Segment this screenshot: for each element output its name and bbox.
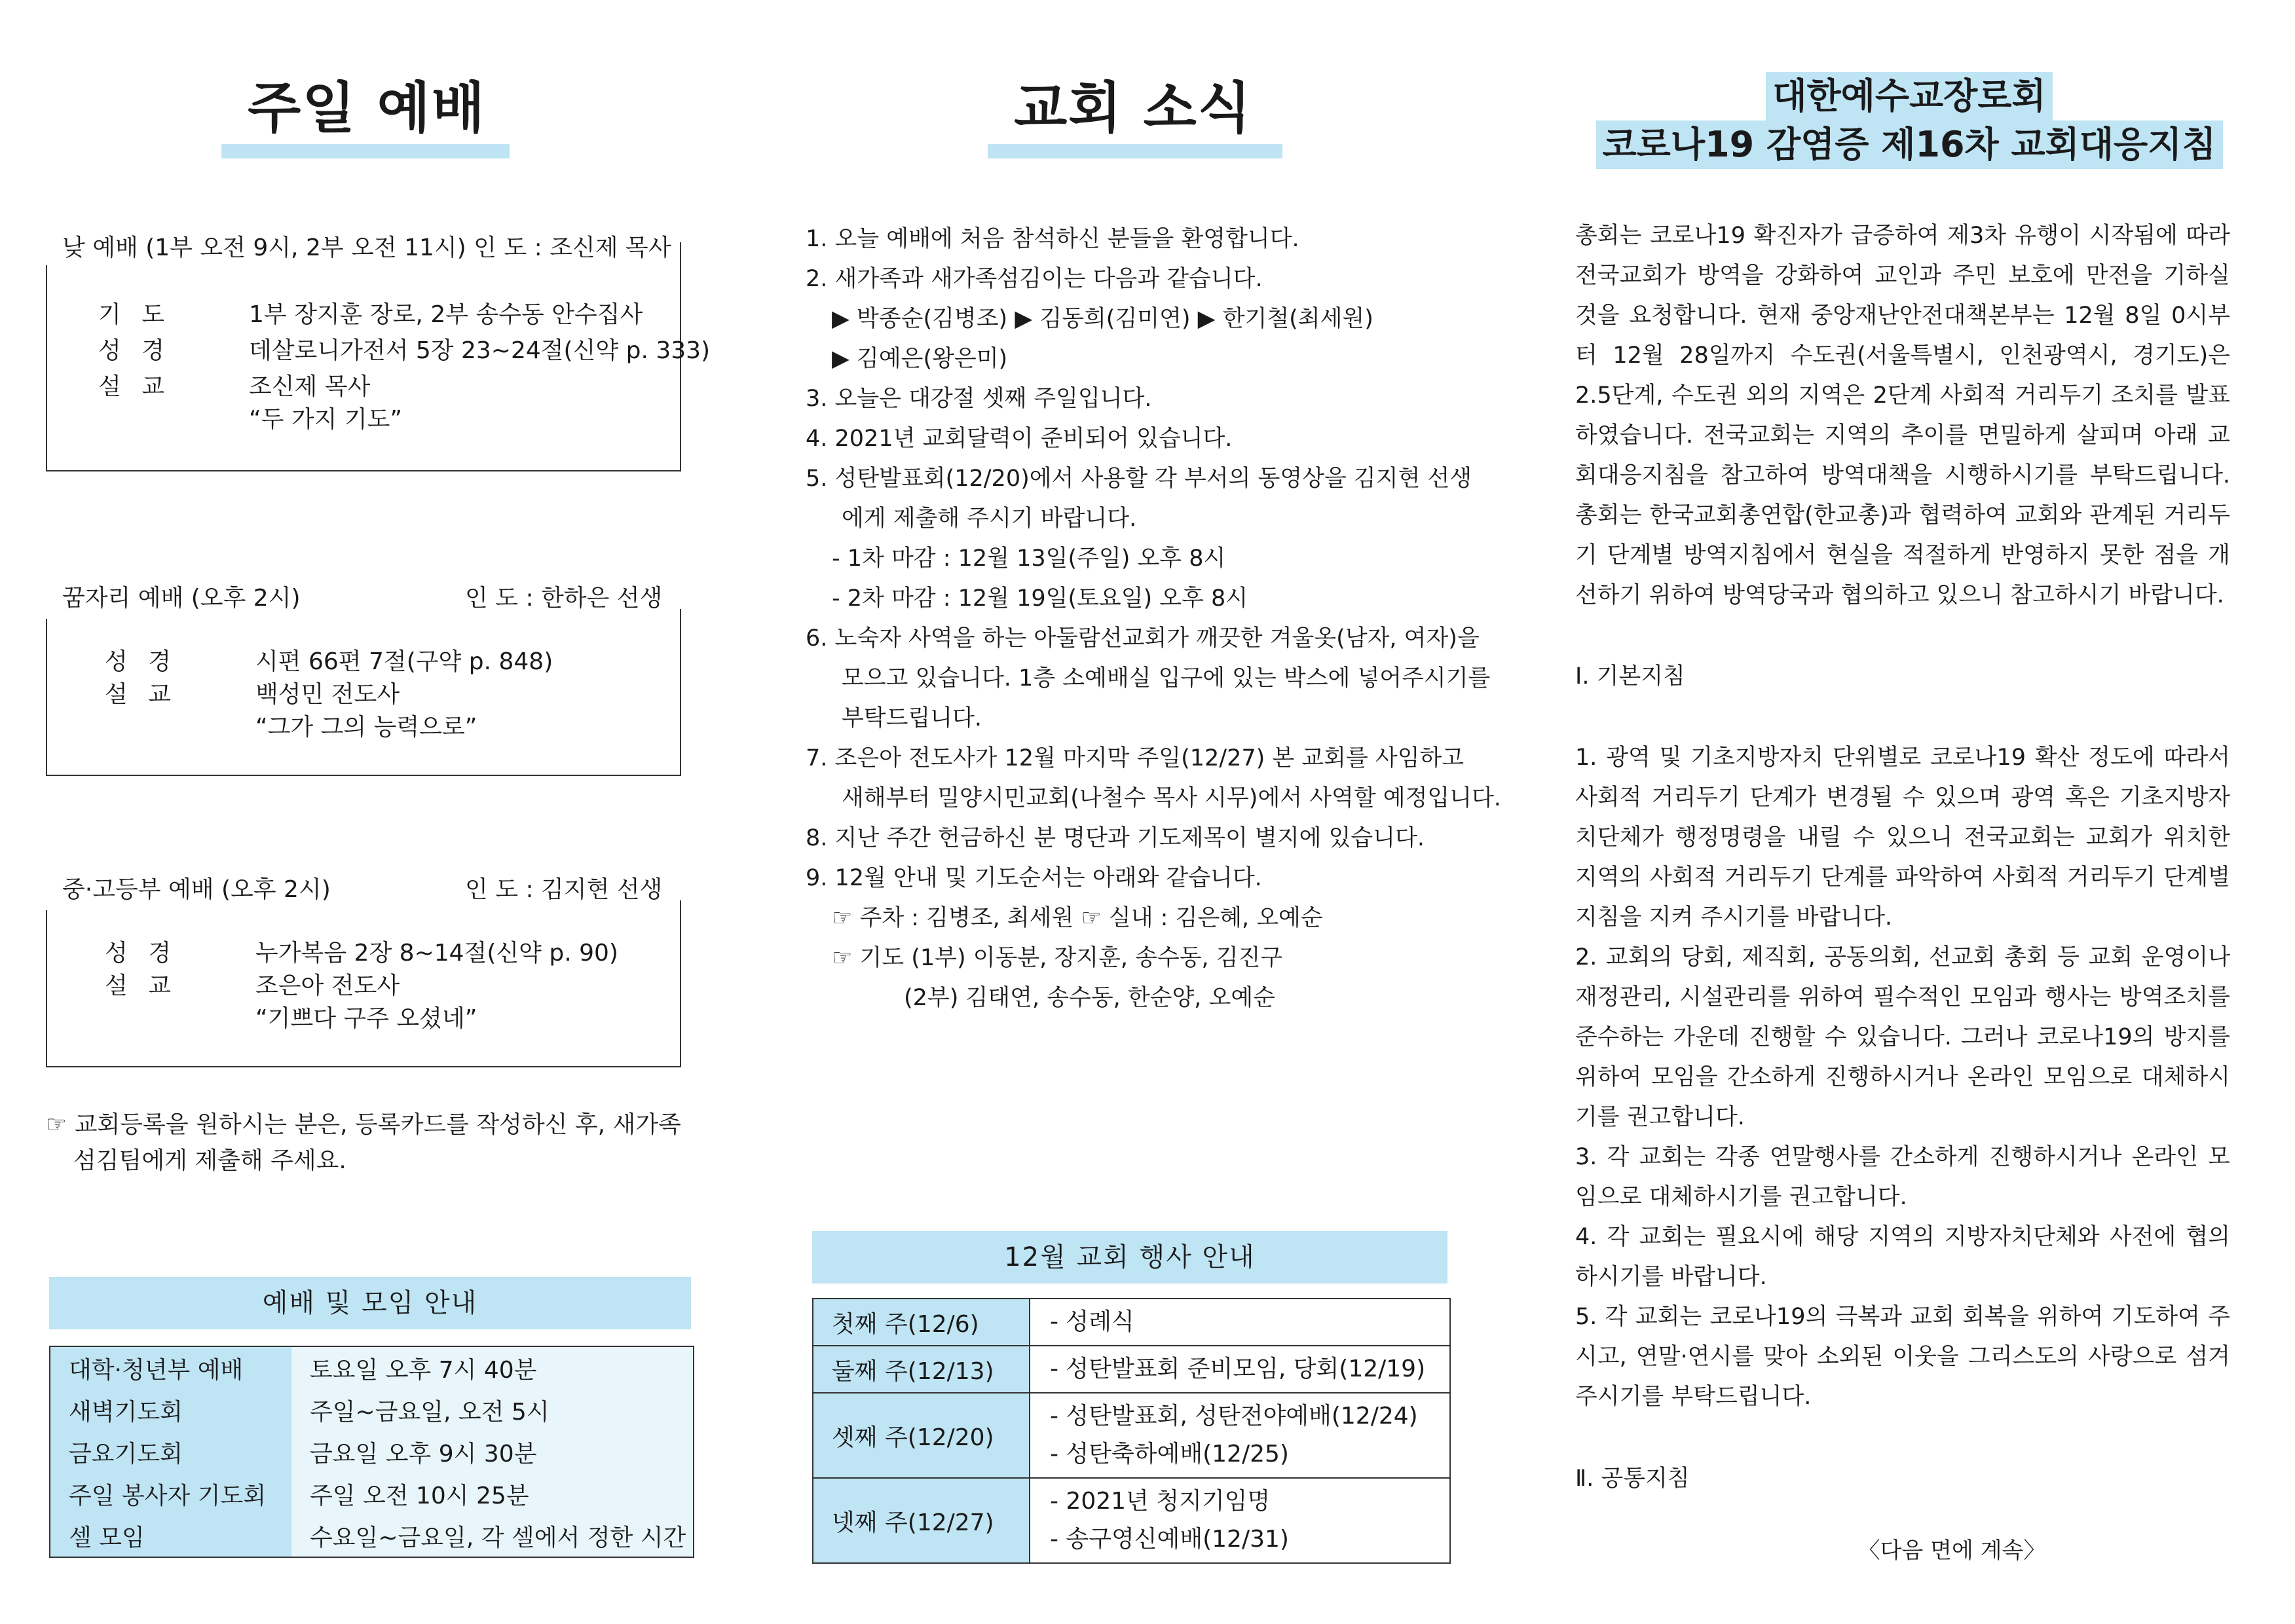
guideline-title: 대한예수교장로회 코로나19 감염증 제16차 교회대응지침 <box>1565 72 2253 169</box>
table-row: 둘째 주(12/13) - 성탄발표회 준비모임, 당회(12/19) <box>813 1346 1450 1393</box>
table-row: 금요기도회 금요일 오후 9시 30분 <box>50 1431 694 1473</box>
table-row: 대학·청년부 예배 토요일 오후 7시 40분 <box>50 1346 694 1389</box>
list-item: 5. 각 교회는 코로나19의 극복과 교회 회복을 위하여 기도하여 주시고, 연말·연시를 맞아 소외된 이웃을 그리스도의 사랑으로 섬겨주시기를 부탁드립니다. <box>1575 1304 2230 1410</box>
service-leader: 인 도 : 한하은 선생 <box>465 585 663 612</box>
list-item: 5. 성탄발표회(12/20)에서 사용할 각 부서의 동영상을 김지현 선생 <box>806 466 1472 492</box>
table-row: 주일 봉사자 기도회 주일 오전 10시 25분 <box>50 1473 694 1515</box>
service-heading: 꿈자리 예배 (오후 2시) <box>62 585 301 612</box>
list-item: 6. 노숙자 사역을 하는 아둘람선교회가 깨끗한 겨울옷(남자, 여자)을 <box>806 625 1480 652</box>
events-table <box>812 1298 1451 1564</box>
meetings-table <box>49 1346 694 1558</box>
list-item: 2. 교회의 당회, 제직회, 공동의회, 선교회 총회 등 교회 운영이나 재정관리, 시설관리를 위하여 필수적인 모임과 행사는 방역조치를 준수하는 가운데 진행할 수 있습니다. 그러나 코로나19의 방지를 위하여 모임을 간소하게 진행하시거나 온라인 모임으로 대체하시기를 권고합니다. <box>1575 944 2230 1130</box>
list-item: - 2차 마감 : 12월 19일(토요일) 오후 8시 <box>832 585 1248 612</box>
service-heading: 중·고등부 예배 (오후 2시) <box>62 876 331 903</box>
table-row: 새벽기도회 주일~금요일, 오전 5시 <box>50 1389 694 1431</box>
list-item: 7. 조은아 전도사가 12월 마지막 주일(12/27) 본 교회를 사임하고 <box>806 745 1465 771</box>
list-item: 1. 오늘 예배에 처음 참석하신 분들을 환영합니다. <box>806 226 1299 252</box>
list-item: ☞ 기도 (1부) 이동분, 장지훈, 송수동, 김진구 <box>832 945 1283 971</box>
title-underline <box>221 144 510 158</box>
table-row: 넷째 주(12/27) - 2021년 청지기임명 - 송구영신예배(12/31) <box>813 1478 1450 1563</box>
meetings-title: 예배 및 모임 안내 <box>49 1277 691 1329</box>
list-item: 모으고 있습니다. 1층 소예배실 입구에 있는 박스에 넣어주시기를 <box>842 665 1491 692</box>
list-item: 3. 각 교회는 각종 연말행사를 간소하게 진행하시거나 온라인 모임으로 대체하시기를 권고합니다. <box>1575 1144 2230 1210</box>
list-item: ▶ 김예은(왕은미) <box>832 346 1008 372</box>
table-row: 첫째 주(12/6) - 성례식 <box>813 1299 1450 1346</box>
table-row: 셋째 주(12/20) - 성탄발표회, 성탄전야예배(12/24) - 성탄축하예배(12/25) <box>813 1393 1450 1478</box>
service-leader: 인 도 : 김지현 선생 <box>465 876 663 903</box>
list-item: 8. 지난 주간 헌금하신 분 명단과 기도제목이 별지에 있습니다. <box>806 825 1425 851</box>
list-item: 2. 새가족과 새가족섬김이는 다음과 같습니다. <box>806 266 1263 292</box>
continue-note: 〈다음 면에 계속〉 <box>1857 1538 2046 1564</box>
list-item: ▶ 박종순(김병조) ▶ 김동희(김미연) ▶ 한기철(최세원) <box>832 306 1373 332</box>
section-heading: Ⅱ. 공통지침 <box>1575 1466 1690 1492</box>
list-item: 에게 제출해 주시기 바랍니다. <box>842 506 1137 532</box>
section-heading: Ⅰ. 기본지침 <box>1575 663 1685 690</box>
guideline-points <box>1575 738 2230 1417</box>
list-item: 1. 광역 및 기초지방자치 단위별로 코로나19 확산 정도에 따라서 사회적 거리두기 단계가 변경될 수 있으며 광역 혹은 기초지방자치단체가 행정명령을 내릴 수 있으니 전국교회는 교회가 위치한 지역의 사회적 거리두기 단계를 파악하여 사회적 거리두기 단계별 지침을 지켜 주시기를 바랍니다. <box>1575 745 2230 931</box>
title-underline <box>988 144 1282 158</box>
service-heading: 낮 예배 (1부 오전 9시, 2부 오전 11시) 인 도 : 조신제 목사 <box>62 234 671 261</box>
list-item: 새해부터 밀양시민교회(나철수 목사 시무)에서 사역할 예정입니다. <box>842 785 1501 811</box>
worship-title: 주일 예배 <box>248 76 486 140</box>
list-item: 4. 각 교회는 필요시에 해당 지역의 지방자치단체와 사전에 협의하시기를 바랍니다. <box>1575 1224 2230 1290</box>
list-item: 부탁드립니다. <box>842 705 982 731</box>
news-title: 교회 소식 <box>1014 76 1252 140</box>
list-item: 3. 오늘은 대강절 셋째 주일입니다. <box>806 386 1152 412</box>
registration-note: ☞ 교회등록을 원하시는 분은, 등록카드를 작성하신 후, 새가족 섬김팀에게 제출해 주세요. <box>46 1111 681 1174</box>
list-item: ☞ 주차 : 김병조, 최세원 ☞ 실내 : 김은혜, 오예순 <box>832 905 1323 931</box>
news-list <box>806 219 1501 1018</box>
list-item: 9. 12월 안내 및 기도순서는 아래와 같습니다. <box>806 865 1262 891</box>
list-item: - 1차 마감 : 12월 13일(주일) 오후 8시 <box>832 545 1226 572</box>
events-title: 12월 교회 행사 안내 <box>812 1231 1447 1283</box>
guideline-intro: 총회는 코로나19 확진자가 급증하여 제3차 유행이 시작됨에 따라 전국교회가 방역을 강화하여 교인과 주민 보호에 만전을 기하실 것을 요청합니다. 현재 중앙재난안전대책본부는 12월 8일 0시부터 12월 28일까지 수도권(서울특별시, 인천광역시, 경기도)은 2.5단계, 수도권 외의 지역은 2단계 사회적 거리두기 조치를 발표하였습니다. 전국교회는 지역의 추이를 면밀하게 살피며 아래 교회대응지침을 참고하여 방역대책을 시행하시기를 부탁드립니다. 총회는 한국교회총연합(한교총)과 협력하여 교회와 관계된 거리두기 단계별 방역지침에서 현실을 적절하게 반영하지 못한 점을 개선하기 위하여 방역당국과 협의하고 있으니 참고하시기 바랍니다. <box>1575 223 2230 608</box>
table-row: 셀 모임 수요일~금요일, 각 셀에서 정한 시간 <box>50 1515 694 1557</box>
list-item: (2부) 김태연, 송수동, 한순양, 오예순 <box>904 985 1275 1011</box>
list-item: 4. 2021년 교회달력이 준비되어 있습니다. <box>806 426 1233 452</box>
